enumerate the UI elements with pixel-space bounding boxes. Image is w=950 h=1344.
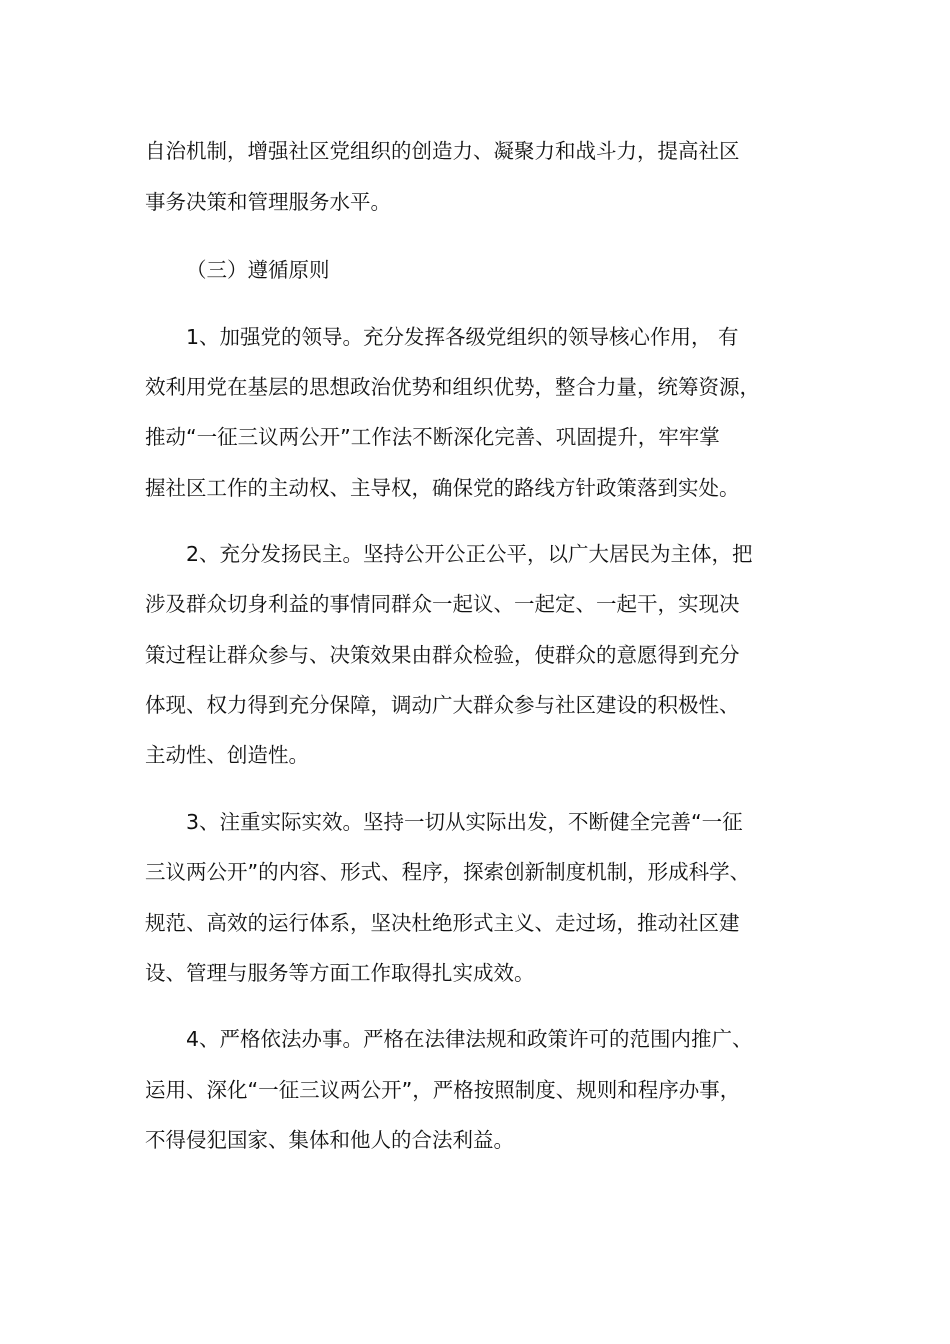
- intro-line-2: 事务决策和管理服务水平。: [145, 190, 391, 214]
- principle-1-line-3: 推动“一征三议两公开”工作法不断深化完善、巩固提升，牢牢掌: [145, 425, 720, 449]
- principle-1-line-2: 效利用党在基层的思想政治优势和组织优势，整合力量，统筹资源，: [145, 375, 760, 399]
- principle-2-line-5: 主动性、创造性。: [145, 743, 309, 767]
- intro-line-1: 自治机制，增强社区党组织的创造力、凝聚力和战斗力，提高社区: [145, 139, 740, 163]
- principle-3-line-4: 设、管理与服务等方面工作取得扎实成效。: [145, 961, 535, 985]
- principle-2-line-4: 体现、权力得到充分保障，调动广大群众参与社区建设的积极性、: [145, 693, 740, 717]
- principle-4-line-3: 不得侵犯国家、集体和他人的合法利益。: [145, 1128, 514, 1152]
- principle-2-line-3: 策过程让群众参与、决策效果由群众检验，使群众的意愿得到充分: [145, 643, 740, 667]
- principle-4-line-2: 运用、深化“一征三议两公开”，严格按照制度、规则和程序办事，: [145, 1078, 741, 1102]
- principle-2-line-1: 2、充分发扬民主。坚持公开公正公平，以广大居民为主体，把: [186, 542, 753, 566]
- principle-1-line-4: 握社区工作的主动权、主导权，确保党的路线方针政策落到实处。: [145, 476, 740, 500]
- principle-3-line-3: 规范、高效的运行体系，坚决杜绝形式主义、走过场，推动社区建: [145, 911, 740, 935]
- principle-2-line-2: 涉及群众切身利益的事情同群众一起议、一起定、一起干，实现决: [145, 592, 740, 616]
- section-heading: （三）遵循原则: [186, 258, 330, 282]
- principle-1-line-1: 1、加强党的领导。充分发挥各级党组织的领导核心作用， 有: [186, 325, 739, 349]
- principle-3-line-1: 3、注重实际实效。坚持一切从实际出发，不断健全完善“一征: [186, 810, 743, 834]
- principle-4-line-1: 4、严格依法办事。严格在法律法规和政策许可的范围内推广、: [186, 1027, 753, 1051]
- principle-3-line-2: 三议两公开”的内容、形式、程序，探索创新制度机制，形成科学、: [145, 860, 751, 884]
